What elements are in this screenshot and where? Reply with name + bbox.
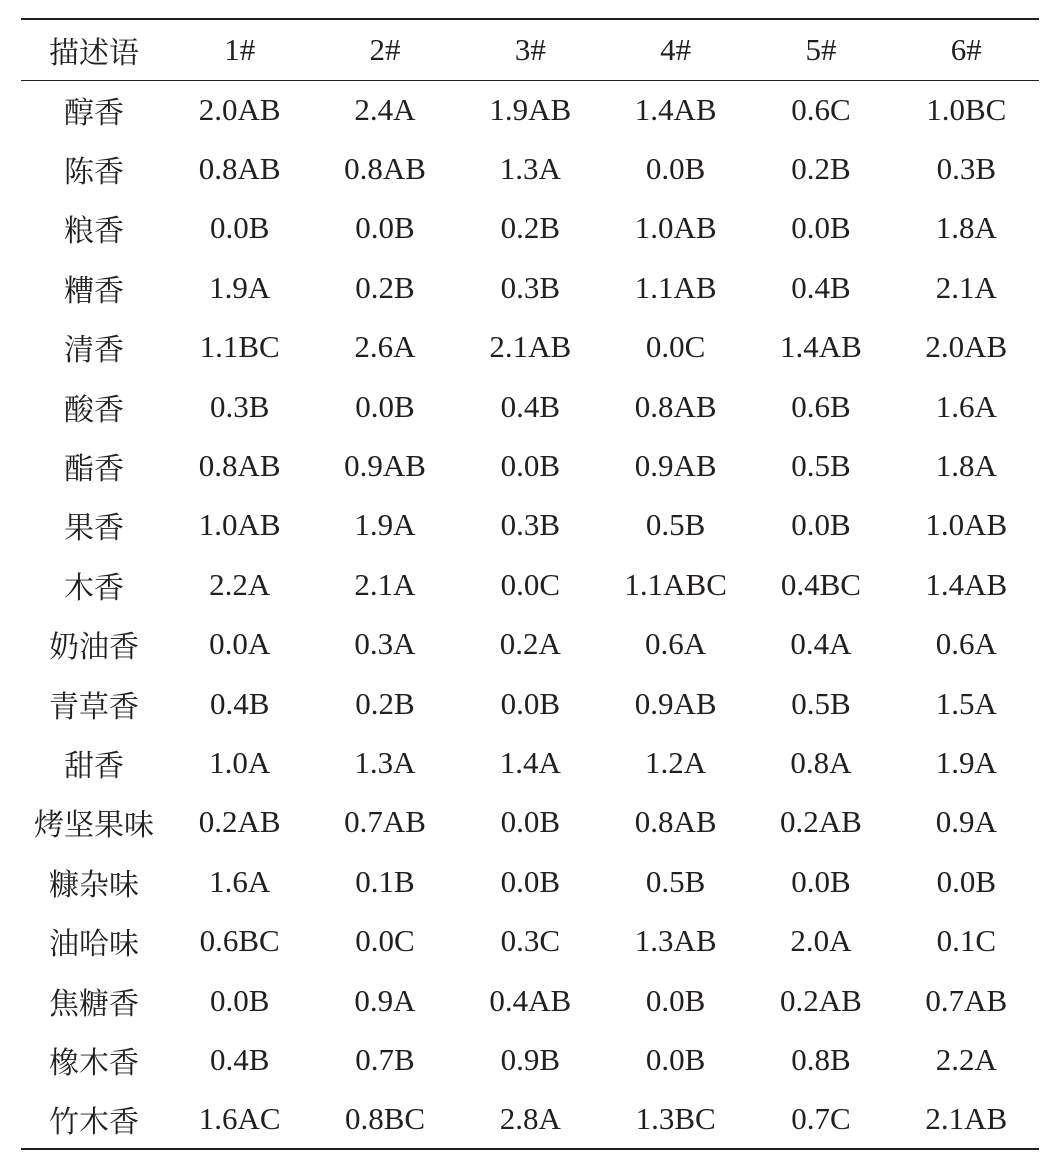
value-cell: 1.4AB — [780, 329, 862, 365]
value-cell: 1.6A — [209, 863, 271, 899]
value-cell: 0.3C — [500, 923, 561, 959]
value-cell: 0.7B — [355, 1041, 415, 1077]
value-cell: 0.0B — [936, 863, 997, 899]
value-cell: 0.7C — [748, 1090, 893, 1149]
descriptor-cell: 粮香 — [64, 214, 125, 250]
value-cell: 0.9AB — [634, 448, 717, 484]
descriptor-cell: 橡木香 — [49, 1045, 140, 1081]
table-row — [21, 733, 1039, 792]
descriptor-cell: 糟香 — [64, 273, 125, 309]
value-cell: 0.0B — [500, 448, 561, 484]
value-cell: 0.0C — [355, 923, 415, 959]
sensory-table-container — [21, 18, 1039, 1150]
value-cell: 0.0B — [209, 210, 270, 246]
value-cell: 0.0B — [791, 210, 851, 246]
table-row — [21, 318, 1039, 377]
table-row — [21, 615, 1039, 674]
value-cell: 0.8AB — [634, 388, 717, 424]
value-cell: 0.2B — [355, 685, 415, 721]
value-cell: 1.0AB — [925, 507, 1008, 543]
table-row — [21, 793, 1039, 852]
value-cell: 0.0B — [355, 388, 415, 424]
value-cell: 0.5B — [791, 448, 851, 484]
value-cell: 2.8A — [458, 1090, 603, 1149]
value-cell: 0.2B — [791, 151, 851, 187]
value-cell: 0.1C — [936, 923, 997, 959]
table-row — [21, 555, 1039, 614]
value-cell: 0.0C — [645, 329, 706, 365]
header-sample: 6# — [894, 19, 1039, 80]
value-cell: 0.2AB — [780, 804, 862, 840]
table-body — [21, 80, 1039, 1149]
table-row — [21, 436, 1039, 495]
value-cell: 0.6BC — [199, 923, 280, 959]
descriptor-cell: 焦糖香 — [49, 986, 140, 1022]
value-cell: 2.2A — [935, 1041, 997, 1077]
value-cell: 0.3B — [936, 151, 997, 187]
value-cell: 0.9AB — [344, 448, 426, 484]
value-cell: 1.5A — [935, 685, 997, 721]
header-sample: 4# — [603, 19, 748, 80]
value-cell: 1.4AB — [634, 91, 717, 127]
value-cell: 1.9AB — [489, 91, 572, 127]
value-cell: 0.4AB — [489, 982, 572, 1018]
descriptor-cell: 甜香 — [64, 748, 125, 784]
header-sample: 3# — [458, 19, 603, 80]
value-cell: 1.6A — [935, 388, 997, 424]
value-cell: 0.0B — [500, 685, 561, 721]
value-cell: 0.3A — [354, 626, 416, 662]
table-row — [21, 80, 1039, 139]
value-cell: 1.0A — [209, 744, 271, 780]
table-row — [21, 199, 1039, 258]
value-cell: 1.3BC — [603, 1090, 748, 1149]
value-cell: 0.7AB — [925, 982, 1008, 1018]
value-cell: 0.4B — [209, 1041, 270, 1077]
descriptor-cell: 果香 — [64, 511, 125, 547]
value-cell: 0.9A — [935, 804, 997, 840]
value-cell: 1.0AB — [634, 210, 717, 246]
header-row — [21, 19, 1039, 80]
descriptor-cell: 酸香 — [64, 392, 125, 428]
value-cell: 1.9A — [209, 269, 271, 305]
value-cell: 0.0B — [791, 863, 851, 899]
value-cell: 2.1A — [354, 566, 416, 602]
descriptor-cell: 醇香 — [64, 95, 125, 131]
value-cell: 0.3B — [500, 507, 561, 543]
table-row — [21, 971, 1039, 1030]
table-row — [21, 852, 1039, 911]
descriptor-cell: 竹木香 — [21, 1090, 167, 1149]
header-sample: 5# — [748, 19, 893, 80]
value-cell: 1.3AB — [634, 923, 717, 959]
value-cell: 0.0B — [791, 507, 851, 543]
value-cell: 1.8A — [935, 448, 997, 484]
value-cell: 0.2A — [499, 626, 561, 662]
value-cell: 1.6AC — [167, 1090, 312, 1149]
value-cell: 0.9B — [500, 1041, 561, 1077]
descriptor-cell: 木香 — [64, 570, 125, 606]
value-cell: 2.2A — [209, 566, 271, 602]
value-cell: 1.0BC — [926, 91, 1007, 127]
value-cell: 1.1BC — [199, 329, 280, 365]
table-row — [21, 1030, 1039, 1089]
value-cell: 1.3A — [499, 151, 561, 187]
value-cell: 1.9A — [354, 507, 416, 543]
value-cell: 0.4B — [209, 685, 270, 721]
value-cell: 1.4A — [499, 744, 561, 780]
descriptor-cell: 糠杂味 — [49, 867, 140, 903]
descriptor-cell: 烤坚果味 — [34, 808, 155, 844]
value-cell: 0.0B — [500, 863, 561, 899]
value-cell: 0.4B — [791, 269, 851, 305]
value-cell: 0.6B — [791, 388, 851, 424]
value-cell: 0.0B — [645, 982, 706, 1018]
value-cell: 0.2AB — [780, 982, 862, 1018]
value-cell: 0.0A — [209, 626, 271, 662]
value-cell: 0.2B — [500, 210, 561, 246]
value-cell: 1.3A — [354, 744, 416, 780]
header-descriptor: 描述语 — [21, 19, 167, 80]
descriptor-cell: 油哈味 — [49, 927, 140, 963]
value-cell: 0.8A — [790, 744, 852, 780]
value-cell: 0.8AB — [198, 151, 281, 187]
value-cell: 0.2B — [355, 269, 415, 305]
value-cell: 2.1AB — [489, 329, 572, 365]
descriptor-cell: 青草香 — [49, 689, 140, 725]
value-cell: 0.9AB — [634, 685, 717, 721]
value-cell: 0.5B — [791, 685, 851, 721]
value-cell: 0.6A — [935, 626, 997, 662]
value-cell: 0.8B — [791, 1041, 851, 1077]
value-cell: 1.4AB — [925, 566, 1008, 602]
value-cell: 2.1A — [935, 269, 997, 305]
value-cell: 0.8BC — [312, 1090, 457, 1149]
value-cell: 1.1ABC — [624, 566, 727, 602]
value-cell: 0.0B — [355, 210, 415, 246]
value-cell: 0.8AB — [634, 804, 717, 840]
value-cell: 0.8AB — [344, 151, 426, 187]
table-header — [21, 19, 1039, 80]
value-cell: 0.5B — [645, 863, 706, 899]
value-cell: 0.7AB — [344, 804, 426, 840]
value-cell: 0.4A — [790, 626, 852, 662]
header-sample: 2# — [312, 19, 457, 80]
value-cell: 0.4BC — [780, 566, 861, 602]
table-row — [21, 139, 1039, 198]
value-cell: 2.0AB — [925, 329, 1008, 365]
table-row — [21, 496, 1039, 555]
value-cell: 2.6A — [354, 329, 416, 365]
value-cell: 0.5B — [645, 507, 706, 543]
value-cell: 0.0C — [500, 566, 561, 602]
value-cell: 0.6C — [791, 91, 851, 127]
value-cell: 2.0A — [790, 923, 852, 959]
table-row — [21, 258, 1039, 317]
value-cell: 0.1B — [355, 863, 415, 899]
value-cell: 0.0B — [209, 982, 270, 1018]
descriptor-cell: 酯香 — [64, 452, 125, 488]
table-row — [21, 377, 1039, 436]
value-cell: 0.0B — [500, 804, 561, 840]
header-sample: 1# — [167, 19, 312, 80]
descriptor-cell: 奶油香 — [49, 630, 140, 666]
value-cell: 0.4B — [500, 388, 561, 424]
value-cell: 2.0AB — [198, 91, 281, 127]
descriptor-cell: 陈香 — [64, 155, 125, 191]
descriptor-cell: 清香 — [64, 333, 125, 369]
value-cell: 0.6A — [645, 626, 707, 662]
value-cell: 0.0B — [645, 151, 706, 187]
value-cell: 1.9A — [935, 744, 997, 780]
value-cell: 0.3B — [209, 388, 270, 424]
value-cell: 0.9A — [354, 982, 416, 1018]
value-cell: 1.0AB — [198, 507, 281, 543]
table-row — [21, 674, 1039, 733]
value-cell: 1.2A — [645, 744, 707, 780]
value-cell: 0.2AB — [198, 804, 281, 840]
value-cell: 0.3B — [500, 269, 561, 305]
table-row — [21, 1090, 1039, 1149]
value-cell: 0.0B — [645, 1041, 706, 1077]
value-cell: 2.4A — [354, 91, 416, 127]
value-cell: 2.1AB — [894, 1090, 1039, 1149]
sensory-score-table — [21, 18, 1039, 1150]
value-cell: 1.1AB — [634, 269, 717, 305]
value-cell: 0.8AB — [198, 448, 281, 484]
table-row — [21, 911, 1039, 970]
value-cell: 1.8A — [935, 210, 997, 246]
